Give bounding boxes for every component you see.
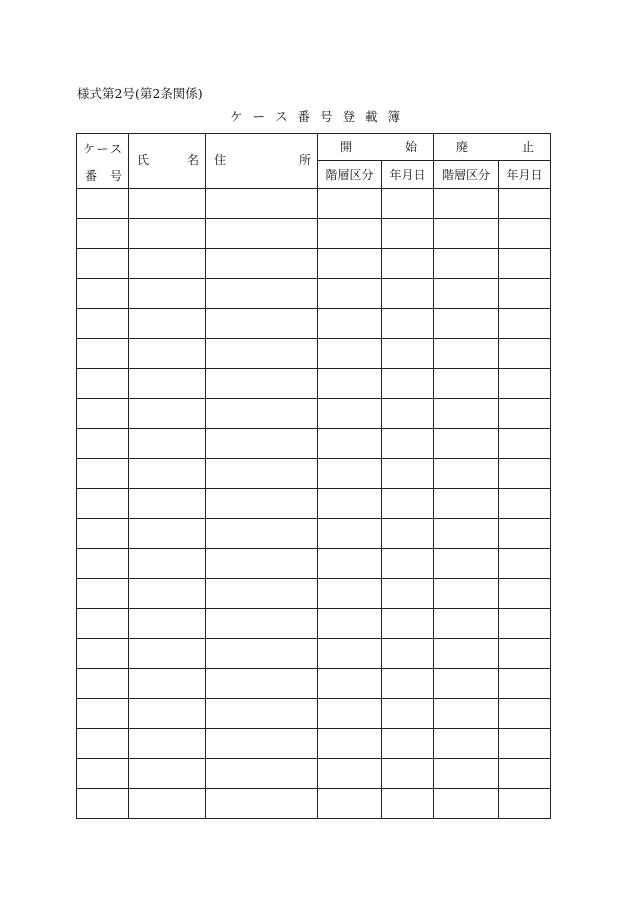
empty-cell [318, 399, 382, 429]
empty-cell [77, 489, 129, 519]
header-char: 始 [404, 140, 417, 154]
empty-cell [382, 729, 434, 759]
empty-cell [499, 639, 551, 669]
empty-cell [77, 669, 129, 699]
empty-cell [318, 339, 382, 369]
header-end-date: 年月日 [499, 161, 551, 189]
empty-cell [206, 189, 318, 219]
header-char: 名 [186, 153, 199, 167]
empty-cell [206, 699, 318, 729]
empty-cell [382, 519, 434, 549]
empty-cell [129, 339, 206, 369]
empty-cell [77, 759, 129, 789]
header-start-floor-class: 階層区分 [318, 161, 382, 189]
empty-cell [499, 609, 551, 639]
empty-cell [434, 519, 499, 549]
empty-cell [382, 249, 434, 279]
table-row [77, 759, 551, 789]
empty-cell [129, 459, 206, 489]
empty-cell [382, 219, 434, 249]
empty-cell [382, 579, 434, 609]
header-case-number [77, 134, 129, 189]
empty-cell [318, 519, 382, 549]
empty-cell [129, 189, 206, 219]
empty-cell [206, 339, 318, 369]
empty-cell [77, 609, 129, 639]
empty-cell [382, 639, 434, 669]
header-start [318, 134, 434, 161]
table-row [77, 549, 551, 579]
case-register-table [76, 133, 551, 819]
header-end-floor-class: 階層区分 [434, 161, 499, 189]
empty-cell [77, 789, 129, 819]
empty-cell [499, 699, 551, 729]
empty-cell [77, 399, 129, 429]
empty-cell [318, 219, 382, 249]
header-char: 開 [340, 140, 353, 154]
table-row [77, 519, 551, 549]
empty-cell [499, 549, 551, 579]
table-row [77, 339, 551, 369]
header-char: 住 [214, 153, 227, 167]
empty-cell [434, 249, 499, 279]
empty-cell [499, 399, 551, 429]
empty-cell [434, 549, 499, 579]
empty-cell [382, 339, 434, 369]
empty-cell [434, 669, 499, 699]
empty-cell [206, 639, 318, 669]
empty-cell [434, 579, 499, 609]
table-row [77, 249, 551, 279]
empty-cell [499, 279, 551, 309]
empty-cell [318, 729, 382, 759]
empty-cell [77, 699, 129, 729]
empty-cell [77, 729, 129, 759]
table-row [77, 789, 551, 819]
empty-cell [318, 759, 382, 789]
empty-cell [318, 789, 382, 819]
empty-cell [129, 579, 206, 609]
empty-cell [382, 309, 434, 339]
empty-cell [129, 759, 206, 789]
title-char: ス [274, 109, 288, 124]
empty-cell [318, 639, 382, 669]
empty-cell [129, 789, 206, 819]
empty-cell [206, 609, 318, 639]
empty-cell [318, 669, 382, 699]
empty-cell [77, 189, 129, 219]
table-row [77, 429, 551, 459]
empty-cell [434, 219, 499, 249]
empty-cell [499, 249, 551, 279]
empty-cell [382, 189, 434, 219]
table-row [77, 669, 551, 699]
empty-cell [77, 219, 129, 249]
empty-cell [206, 429, 318, 459]
table-row [77, 459, 551, 489]
empty-cell [129, 219, 206, 249]
empty-cell [77, 639, 129, 669]
empty-cell [434, 399, 499, 429]
empty-cell [206, 549, 318, 579]
empty-cell [318, 189, 382, 219]
empty-cell [206, 579, 318, 609]
empty-cell [206, 369, 318, 399]
empty-cell [382, 549, 434, 579]
table-row [77, 639, 551, 669]
table-row [77, 309, 551, 339]
empty-cell [318, 279, 382, 309]
empty-cell [77, 579, 129, 609]
title-char: ケ [229, 109, 243, 124]
empty-cell [318, 549, 382, 579]
empty-cell [499, 339, 551, 369]
empty-cell [129, 489, 206, 519]
empty-cell [434, 459, 499, 489]
header-char: 止 [521, 140, 534, 154]
empty-cell [382, 429, 434, 459]
empty-cell [129, 729, 206, 759]
empty-cell [318, 609, 382, 639]
empty-cell [499, 519, 551, 549]
empty-cell [499, 579, 551, 609]
empty-cell [77, 429, 129, 459]
empty-cell [499, 309, 551, 339]
empty-cell [499, 429, 551, 459]
empty-cell [382, 459, 434, 489]
empty-cell [382, 699, 434, 729]
empty-cell [77, 369, 129, 399]
empty-cell [382, 369, 434, 399]
empty-cell [206, 489, 318, 519]
empty-cell [434, 609, 499, 639]
empty-cell [129, 399, 206, 429]
empty-cell [434, 279, 499, 309]
empty-cell [77, 339, 129, 369]
table-row [77, 579, 551, 609]
empty-cell [206, 219, 318, 249]
header-name [129, 134, 206, 189]
header-char: 号 [109, 169, 122, 183]
empty-cell [206, 249, 318, 279]
empty-cell [318, 579, 382, 609]
document-title [0, 107, 630, 125]
empty-cell [206, 459, 318, 489]
empty-cell [499, 729, 551, 759]
empty-cell [434, 759, 499, 789]
empty-cell [434, 189, 499, 219]
empty-cell [77, 279, 129, 309]
empty-cell [129, 249, 206, 279]
empty-cell [382, 399, 434, 429]
empty-cell [434, 339, 499, 369]
header-char: 氏 [137, 153, 150, 167]
header-row-1 [77, 134, 551, 161]
empty-cell [499, 189, 551, 219]
empty-cell [77, 309, 129, 339]
empty-cell [129, 549, 206, 579]
empty-cell [129, 429, 206, 459]
empty-cell [382, 609, 434, 639]
empty-cell [129, 279, 206, 309]
empty-cell [129, 639, 206, 669]
empty-cell [129, 309, 206, 339]
empty-cell [318, 429, 382, 459]
table-row [77, 399, 551, 429]
title-char: 簿 [387, 109, 400, 124]
empty-cell [434, 789, 499, 819]
empty-cell [129, 669, 206, 699]
empty-cell [434, 369, 499, 399]
header-char: 所 [298, 153, 311, 167]
empty-cell [77, 459, 129, 489]
empty-cell [434, 699, 499, 729]
header-char: 廃 [456, 140, 469, 154]
empty-cell [206, 669, 318, 699]
empty-cell [382, 789, 434, 819]
empty-cell [206, 519, 318, 549]
empty-cell [382, 669, 434, 699]
table-row [77, 279, 551, 309]
empty-cell [77, 249, 129, 279]
empty-cell [382, 759, 434, 789]
empty-cell [499, 459, 551, 489]
empty-cell [129, 519, 206, 549]
table-row [77, 609, 551, 639]
empty-cell [434, 639, 499, 669]
empty-cell [129, 369, 206, 399]
title-char: 番 [297, 109, 310, 124]
empty-cell [318, 309, 382, 339]
empty-cell [129, 609, 206, 639]
empty-cell [206, 309, 318, 339]
header-char: ス [109, 142, 122, 156]
table-row [77, 489, 551, 519]
empty-cell [499, 489, 551, 519]
empty-cell [499, 369, 551, 399]
empty-cell [499, 669, 551, 699]
header-address [206, 134, 318, 189]
header-char: 番 [85, 169, 98, 183]
empty-cell [382, 489, 434, 519]
header-char: ー [96, 142, 109, 156]
title-char: 登 [342, 109, 355, 124]
table-row [77, 219, 551, 249]
table-row [77, 729, 551, 759]
empty-cell [206, 759, 318, 789]
empty-cell [434, 309, 499, 339]
table-row [77, 699, 551, 729]
empty-cell [318, 489, 382, 519]
empty-cell [499, 789, 551, 819]
empty-cell [318, 249, 382, 279]
header-start-date: 年月日 [382, 161, 434, 189]
empty-cell [318, 369, 382, 399]
title-char: 載 [364, 109, 378, 124]
empty-cell [206, 729, 318, 759]
empty-cell [434, 429, 499, 459]
empty-cell [77, 519, 129, 549]
title-char: ー [252, 109, 265, 124]
empty-cell [499, 219, 551, 249]
empty-cell [434, 729, 499, 759]
title-char: 号 [319, 109, 333, 124]
table-row [77, 189, 551, 219]
empty-cell [206, 399, 318, 429]
form-number-label: 様式第2号(第2条関係) [77, 86, 203, 101]
header-end [434, 134, 551, 161]
empty-cell [434, 489, 499, 519]
header-char: ケ [83, 142, 96, 156]
empty-cell [206, 789, 318, 819]
empty-cell [318, 459, 382, 489]
empty-cell [499, 759, 551, 789]
empty-cell [77, 549, 129, 579]
table-row [77, 369, 551, 399]
empty-cell [206, 279, 318, 309]
empty-cell [382, 279, 434, 309]
empty-cell [318, 699, 382, 729]
empty-cell [129, 699, 206, 729]
